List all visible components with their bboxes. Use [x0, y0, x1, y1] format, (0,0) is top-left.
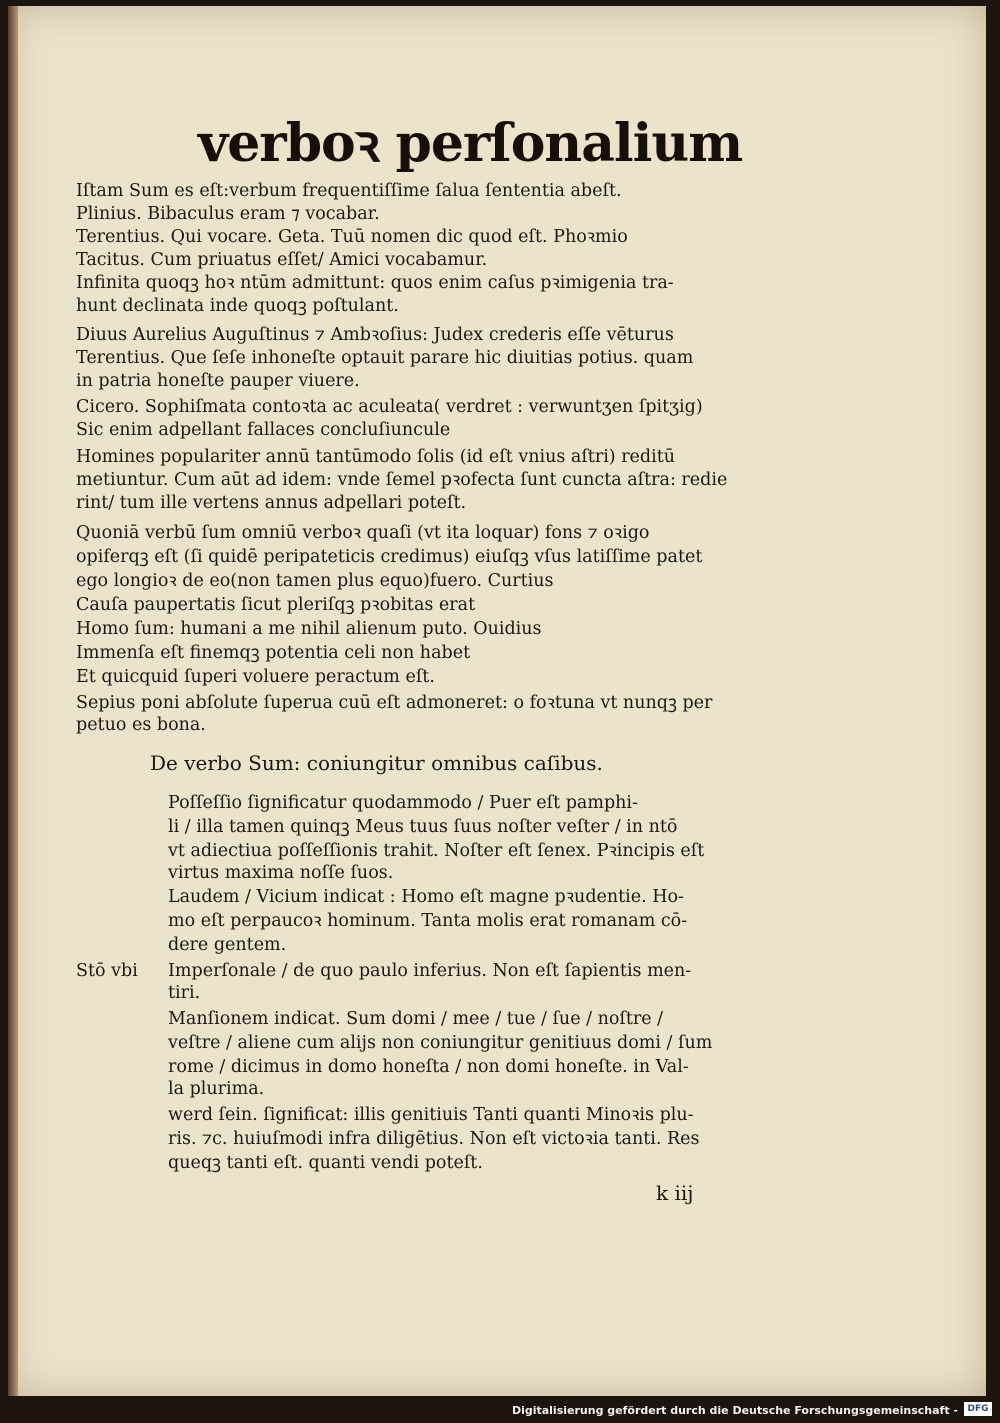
text-line: Plinius. Bibaculus eram ⁊ vocabar. — [76, 204, 380, 224]
page-text — [8, 6, 986, 1396]
text-line: Terentius. Que ſeſe inhoneſte optauit parare hic diuitias potius. quam — [76, 348, 694, 368]
margin-note: Stō vbi — [76, 961, 138, 981]
text-line: Cauſa paupertatis ſicut pleriſqꝫ pꝛobitas erat — [76, 595, 476, 615]
signature-mark: k iij — [656, 1181, 694, 1205]
text-line: Iſtam Sum es eſt:verbum frequentiſſime ſalua ſententia abeſt. — [76, 181, 622, 201]
text-line: mo eſt perpaucoꝛ hominum. Tanta molis erat romanam cō- — [168, 911, 688, 931]
text-line: veſtre / aliene cum alijs non coniungitur genitiuus domi / ſum — [168, 1033, 713, 1053]
text-line: dere gentem. — [168, 935, 287, 955]
text-line: metiuntur. Cum aūt ad idem: vnde ſemel pꝛofecta ſunt cuncta aſtra: redie — [76, 470, 728, 490]
text-line: virtus maxima noſſe ſuos. — [168, 863, 394, 883]
text-line: Poſſeſſio ſignificatur quodammodo / Puer eſt pamphi- — [168, 793, 638, 813]
text-line: li / illa tamen quinqꝫ Meus tuus ſuus noſter veſter / in ntō — [168, 817, 678, 837]
text-line: Manſionem indicat. Sum domi / mee / tue / ſue / noſtre / — [168, 1009, 664, 1029]
text-line: ego longioꝛ de eo(non tamen plus equo)fuero. Curtius — [76, 571, 554, 591]
text-line: in patria honeſte pauper viuere. — [76, 371, 360, 391]
text-line: Homo ſum: humani a me nihil alienum puto. Ouidius — [76, 619, 542, 639]
text-line: Infinita quoqꝫ hoꝛ ntūm admittunt: quos enim caſus pꝛimigenia tra- — [76, 273, 674, 293]
text-line: rome / dicimus in domo honeſta / non domi honeſte. in Val- — [168, 1057, 689, 1077]
book-page — [8, 6, 986, 1396]
text-line: Quoniā verbū ſum omniū verboꝛ quaſi (vt ita loquar) fons ⁊ oꝛigo — [76, 523, 650, 543]
text-line: Imperſonale / de quo paulo inferius. Non eſt ſapientis men- — [168, 961, 692, 981]
digitization-footer — [0, 1396, 1000, 1423]
dfg-logo-icon: DFG — [964, 1402, 992, 1416]
text-line: Homines populariter annū tantūmodo ſolis (id eſt vnius aſtri) reditū — [76, 447, 676, 467]
text-line: la plurima. — [168, 1079, 265, 1099]
text-line: hunt declinata inde quoqꝫ poſtulant. — [76, 296, 399, 316]
text-line: vt adiectiua poſſeſſionis trahit. Noſter eſt ſenex. Pꝛincipis eſt — [168, 841, 705, 861]
text-line: Sepius poni abſolute ſuperua cuū eſt admoneret: o foꝛtuna vt nunqꝫ per — [76, 693, 713, 713]
text-line: Cicero. Sophiſmata contoꝛta ac aculeata( verdret : verwuntʒen ſpitʒig) — [76, 397, 703, 417]
text-line: Tacitus. Cum priuatus eſſet/ Amici vocabamur. — [76, 250, 488, 270]
text-line: Et quicquid ſuperi voluere peractum eſt. — [76, 667, 435, 687]
text-line: opiferqꝫ eſt (ſi quidē peripateticis credimus) eiuſqꝫ vſus latiſſime patet — [76, 547, 703, 567]
text-line: queqꝫ tanti eſt. quanti vendi poteſt. — [168, 1153, 483, 1173]
funding-credit: Digitalisierung gefördert durch die Deutsche Forschungsgemeinschaft - — [511, 1404, 958, 1417]
section-heading: De verbo Sum: coniungitur omnibus caſibus. — [150, 751, 603, 775]
text-line: Diuus Aurelius Auguſtinus ⁊ Ambꝛoſius: Judex crederis eſſe vēturus — [76, 325, 674, 345]
running-head: verboꝛ perſonalium — [198, 113, 743, 174]
text-line: Sic enim adpellant fallaces concluſiuncule — [76, 420, 451, 440]
text-line: rint/ tum ille vertens annus adpellari poteſt. — [76, 493, 467, 513]
text-line: petuo es bona. — [76, 715, 206, 735]
text-line: Laudem / Vicium indicat : Homo eſt magne pꝛudentie. Ho- — [168, 887, 684, 907]
text-line: tiri. — [168, 983, 201, 1003]
text-line: Terentius. Qui vocare. Geta. Tuū nomen dic quod eſt. Phoꝛmio — [76, 227, 628, 247]
text-line: Immenſa eſt finemqꝫ potentia celi non habet — [76, 643, 471, 663]
text-line: ris. ⁊c. huiuſmodi infra diligētius. Non eſt victoꝛia tanti. Res — [168, 1129, 700, 1149]
text-line: werd ſein. ſignificat: illis genitiuis Tanti quanti Minoꝛis plu- — [168, 1105, 694, 1125]
